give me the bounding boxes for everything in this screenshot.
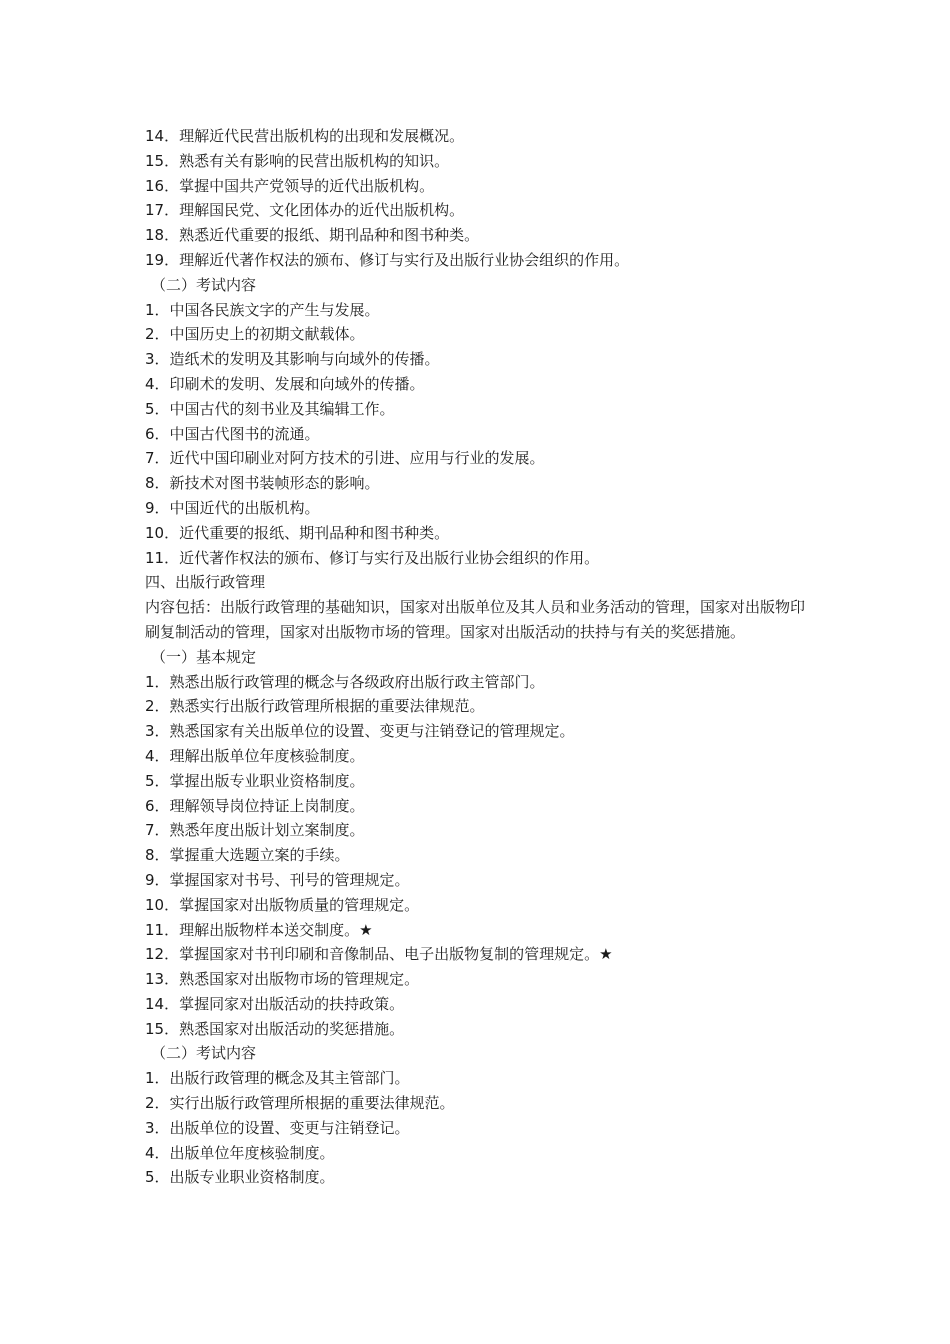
list-item: 15．熟悉国家对出版活动的奖惩措施。 xyxy=(145,1019,405,1038)
list-item: 4．出版单位年度核验制度。 xyxy=(145,1143,335,1162)
list-item: 18．熟悉近代重要的报纸、期刊品种和图书种类。 xyxy=(145,226,480,245)
list-item: 10．掌握国家对出版物质量的管理规定。 xyxy=(145,895,420,914)
list-item: 19．理解近代著作权法的颁布、修订与实行及出版行业协会组织的作用。 xyxy=(145,250,630,269)
list-item: 5．掌握出版专业职业资格制度。 xyxy=(145,771,365,790)
list-item: 2．中国历史上的初期文献载体。 xyxy=(145,325,365,344)
list-item: 1．中国各民族文字的产生与发展。 xyxy=(145,300,380,319)
section-intro-paragraph: 内容包括：出版行政管理的基础知识，国家对出版单位及其人员和业务活动的管理，国家对出版物印刷复制活动的管理，国家对出版物市场的管理。国家对出版活动的扶持与有关的奖惩措施。 xyxy=(145,598,806,641)
subsection-heading-exam-content: （二）考试内容 xyxy=(151,275,257,294)
subsection-heading-exam-content: （二）考试内容 xyxy=(151,1044,257,1063)
list-item: 11．近代著作权法的颁布、修订与实行及出版行业协会组织的作用。 xyxy=(145,548,600,567)
list-item: 13．熟悉国家对出版物市场的管理规定。 xyxy=(145,970,420,989)
list-item: 2．实行出版行政管理所根据的重要法律规范。 xyxy=(145,1094,455,1113)
list-item: 16．掌握中国共产党领导的近代出版机构。 xyxy=(145,176,435,195)
list-item: 14．掌握同家对出版活动的扶持政策。 xyxy=(145,994,405,1013)
list-item: 4．理解出版单位年度核验制度。 xyxy=(145,746,365,765)
list-item: 3．出版单位的设置、变更与注销登记。 xyxy=(145,1118,410,1137)
list-item: 8．新技术对图书装帧形态的影响。 xyxy=(145,474,380,493)
list-item: 10．近代重要的报纸、期刊品种和图书种类。 xyxy=(145,523,450,542)
list-item: 3．熟悉国家有关出版单位的设置、变更与注销登记的管理规定。 xyxy=(145,722,575,741)
list-item: 15．熟悉有关有影响的民营出版机构的知识。 xyxy=(145,151,450,170)
list-item: 5．中国古代的刻书业及其编辑工作。 xyxy=(145,399,395,418)
list-item: 9．掌握国家对书号、刊号的管理规定。 xyxy=(145,870,410,889)
list-item: 11．理解出版物样本送交制度。★ xyxy=(145,920,373,939)
list-item: 3．造纸术的发明及其影响与向域外的传播。 xyxy=(145,350,440,369)
list-item: 6．理解领导岗位持证上岗制度。 xyxy=(145,796,365,815)
list-item: 7．近代中国印刷业对阿方技术的引进、应用与行业的发展。 xyxy=(145,449,545,468)
list-item: 1．出版行政管理的概念及其主管部门。 xyxy=(145,1069,410,1088)
list-item: 1．熟悉出版行政管理的概念与各级政府出版行政主管部门。 xyxy=(145,672,545,691)
list-item: 6．中国古代图书的流通。 xyxy=(145,424,320,443)
list-item: 12．掌握国家对书刊印刷和音像制品、电子出版物复制的管理规定。★ xyxy=(145,945,613,964)
list-item: 7．熟悉年度出版计划立案制度。 xyxy=(145,821,365,840)
list-item: 9．中国近代的出版机构。 xyxy=(145,498,320,517)
list-item: 5．出版专业职业资格制度。 xyxy=(145,1168,335,1187)
list-item: 14．理解近代民营出版机构的出现和发展概况。 xyxy=(145,127,465,145)
list-item: 8．掌握重大选题立案的手续。 xyxy=(145,846,350,865)
list-item: 2．熟悉实行出版行政管理所根据的重要法律规范。 xyxy=(145,697,485,716)
list-item: 4．印刷术的发明、发展和向域外的传播。 xyxy=(145,374,425,393)
document-page xyxy=(145,124,805,1190)
section-title: 四、出版行政管理 xyxy=(145,573,266,592)
list-item: 17．理解国民党、文化团体办的近代出版机构。 xyxy=(145,201,465,220)
subsection-heading-basic-rules: （一）基本规定 xyxy=(151,647,257,666)
